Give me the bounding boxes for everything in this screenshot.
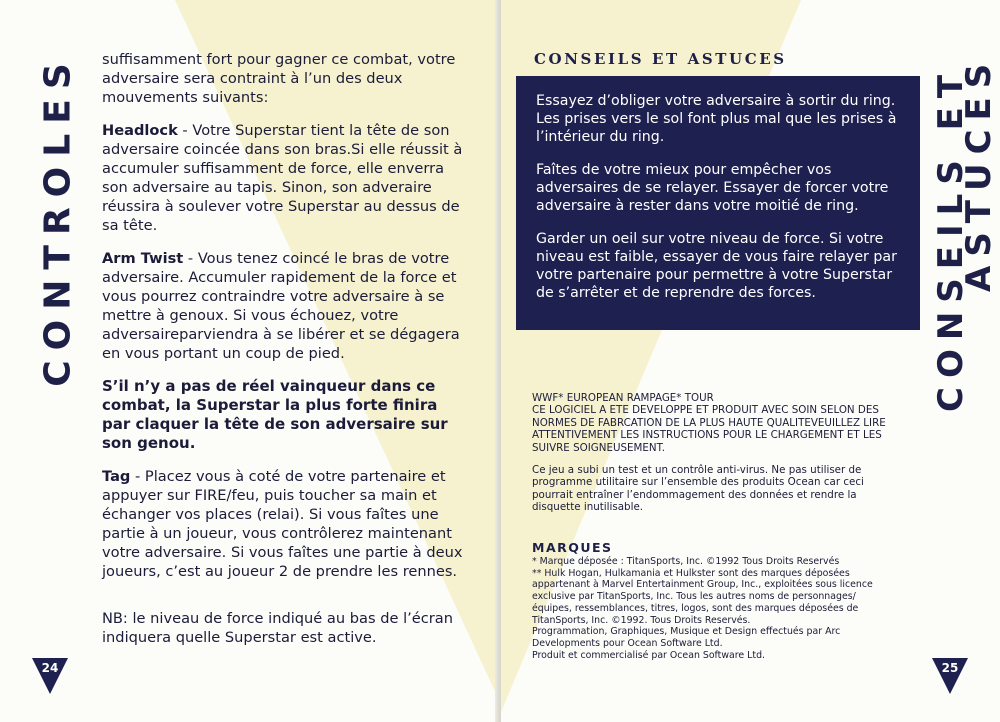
tag-paragraph bbox=[102, 467, 467, 581]
marques-line: Programmation, Graphiques, Musique et Design effectués par Arc Developments pour Ocean Software Ltd. bbox=[532, 626, 841, 649]
marques-text bbox=[532, 556, 892, 661]
legal-line-title: WWF* EUROPEAN RAMPAGE* TOUR bbox=[532, 392, 714, 404]
left-page bbox=[0, 0, 499, 722]
move-description: - Placez vous à coté de votre partenaire et appuyer sur FIRE/feu, puis toucher sa main et échanger vos places (relai). Si vous faîtes une partie à un joueur, vous contrôlerez maintenant votre adversaire. Si vous faîtes une partie à deux joueurs, c’est au joueur 2 de prendre les rennes. bbox=[102, 468, 463, 580]
vertical-title-controles: CONTROLES bbox=[37, 53, 79, 387]
vertical-title-astuces: ASTUCES bbox=[959, 54, 999, 292]
bold-note-paragraph: S’il n’y a pas de réel vainqueur dans ce combat, la Superstar la plus forte finira par claquer la tête de son adversaire sur son genou. bbox=[102, 377, 448, 452]
marques-line: ** Hulk Hogan, Hulkamania et Hulkster sont des marques déposées appartenant à Marvel Entertainment Group, Inc., exploitées sous licence exclusive par TitanSports, Inc. Tous les autres noms de personnages/équipes, ressemblances, titres, logos, sont des marques déposées de TitanSports, Inc. ©1992. Tous Droits Reservés. bbox=[532, 567, 873, 626]
tip-paragraph: Garder un oeil sur votre niveau de force. Si votre niveau est faible, essayer de vous faire relayer par votre partenaire pour permettre à votre Superstar de s’arrêter et de reprendre des forces. bbox=[536, 231, 897, 301]
tips-box bbox=[516, 76, 920, 330]
left-body-text bbox=[102, 50, 467, 661]
section-title: CONSEILS ET ASTUCES bbox=[534, 50, 787, 68]
move-description: - Vous tenez coincé le bras de votre adversaire. Accumuler rapidement de la force et vous pourrez contraindre votre adversaire à se mettre à genoux. Si vous échouez, votre adversaireparviendra à se libérer et se dégagera en vous portant un coup de pied. bbox=[102, 250, 460, 362]
tip-paragraph: Faîtes de votre mieux pour empêcher vos adversaires de se relayer. Essayer de forcer votre adversaire à rester dans votre moitié de ring. bbox=[536, 162, 889, 214]
marques-line: * Marque déposée : TitanSports, Inc. ©1992 Tous Droits Reservés bbox=[532, 556, 840, 567]
page-number-label: 24 bbox=[41, 661, 59, 675]
move-paragraph-arm-twist bbox=[102, 249, 467, 363]
intro-paragraph: suffisamment fort pour gagner ce combat, votre adversaire sera contraint à l’un des deux mouvements suivants: bbox=[102, 51, 456, 106]
move-term: Tag bbox=[102, 468, 131, 485]
legal-notice bbox=[532, 392, 902, 514]
move-term: Headlock bbox=[102, 122, 178, 139]
page-number-right bbox=[930, 658, 970, 694]
virus-note: Ce jeu a subi un test et un contrôle anti-virus. Ne pas utiliser de programme utilitaire sur l’ensemble des produits Ocean car ceci pourrait entraîner l’endommagement des données et rendre la disquette inutilisable. bbox=[532, 464, 864, 514]
tip-paragraph: Essayez d’obliger votre adversaire à sortir du ring. Les prises vers le sol font plus mal que les prises à l’intérieur du ring. bbox=[536, 93, 897, 145]
vertical-title-conseils-et: CONSEILS ET bbox=[931, 65, 971, 412]
page-number-left bbox=[30, 658, 70, 694]
marques-line: Produit et commercialisé par Ocean Software Ltd. bbox=[532, 649, 766, 661]
nb-paragraph: NB: le niveau de force indiqué au bas de l’écran indiquera quelle Superstar est active. bbox=[102, 610, 453, 646]
move-paragraph-headlock bbox=[102, 121, 467, 235]
page-number-label: 25 bbox=[941, 661, 959, 675]
legal-line-quality: CE LOGICIEL A ETE DEVELOPPE ET PRODUIT AVEC SOIN SELON DES NORMES DE FABRCATION DE LA PLUS HAUTE QUALITEVEUILLEZ LIRE ATTENTIVEMENT LES INSTRUCTIONS POUR LE CHARGEMENT ET LES SUIVRE SOIGNEUSEMENT. bbox=[532, 404, 886, 454]
move-term: Arm Twist bbox=[102, 250, 184, 267]
marques-heading: MARQUES bbox=[532, 540, 613, 555]
move-description: - Votre Superstar tient la tête de son adversaire coincée dans son bras.Si elle réussit à accumuler suffisamment de force, elle enverra son adversaire au tapis. Sinon, son adveraire réussira à soulever votre Superstar au dessus de sa tête. bbox=[102, 122, 463, 234]
